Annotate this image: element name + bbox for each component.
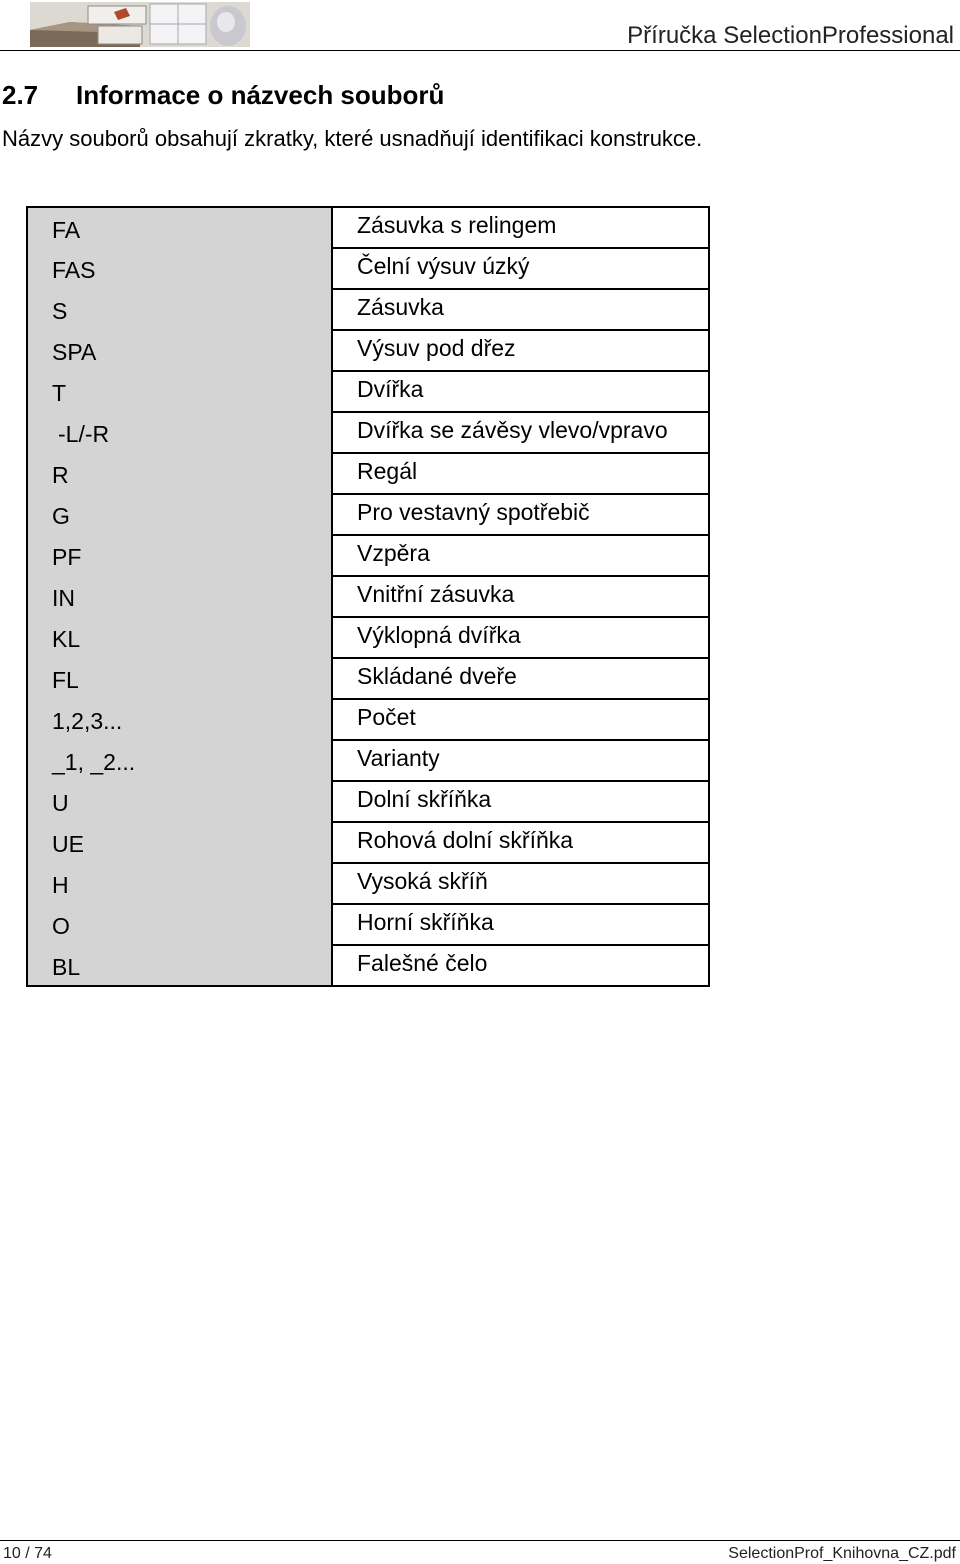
abbreviation-code: H bbox=[27, 863, 332, 904]
table-row bbox=[27, 248, 709, 289]
section-title: Informace o názvech souborů bbox=[76, 80, 445, 110]
table-row bbox=[27, 863, 709, 904]
abbreviation-code: FA bbox=[27, 207, 332, 248]
abbreviation-code: FAS bbox=[27, 248, 332, 289]
abbreviation-description: Horní skříňka bbox=[332, 904, 709, 945]
abbreviation-table bbox=[26, 206, 710, 987]
abbreviation-description: Skládané dveře bbox=[332, 658, 709, 699]
abbreviation-description: Výklopná dvířka bbox=[332, 617, 709, 658]
abbreviation-code: PF bbox=[27, 535, 332, 576]
table-row bbox=[27, 207, 709, 248]
table-row bbox=[27, 412, 709, 453]
abbreviation-description: Dvířka se závěsy vlevo/vpravo bbox=[332, 412, 709, 453]
abbreviation-description: Dolní skříňka bbox=[332, 781, 709, 822]
abbreviation-description: Varianty bbox=[332, 740, 709, 781]
table-row bbox=[27, 453, 709, 494]
table-row bbox=[27, 904, 709, 945]
table-row bbox=[27, 330, 709, 371]
abbreviation-description: Vzpěra bbox=[332, 535, 709, 576]
table-row bbox=[27, 535, 709, 576]
abbreviation-description: Zásuvka bbox=[332, 289, 709, 330]
page-number: 10 / 74 bbox=[3, 1545, 52, 1562]
abbreviation-description: Regál bbox=[332, 453, 709, 494]
header-logo-image bbox=[30, 2, 250, 47]
abbreviation-code: O bbox=[27, 904, 332, 945]
abbreviation-code: 1,2,3... bbox=[27, 699, 332, 740]
abbreviation-description: Pro vestavný spotřebič bbox=[332, 494, 709, 535]
abbreviation-description: Vnitřní zásuvka bbox=[332, 576, 709, 617]
header-divider bbox=[0, 50, 960, 51]
kitchen-render-icon bbox=[30, 2, 250, 47]
abbreviation-description: Zásuvka s relingem bbox=[332, 207, 709, 248]
abbreviation-code: T bbox=[27, 371, 332, 412]
abbreviation-description: Dvířka bbox=[332, 371, 709, 412]
table-row bbox=[27, 576, 709, 617]
abbreviation-code: S bbox=[27, 289, 332, 330]
section-number: 2.7 bbox=[2, 80, 39, 110]
abbreviation-code: FL bbox=[27, 658, 332, 699]
table-row bbox=[27, 740, 709, 781]
table-row bbox=[27, 494, 709, 535]
abbreviation-code: IN bbox=[27, 576, 332, 617]
table-row bbox=[27, 781, 709, 822]
table-row bbox=[27, 658, 709, 699]
table-row bbox=[27, 371, 709, 412]
abbreviation-code: SPA bbox=[27, 330, 332, 371]
table-row bbox=[27, 617, 709, 658]
table-row bbox=[27, 945, 709, 986]
abbreviation-description: Falešné čelo bbox=[332, 945, 709, 986]
abbreviation-code: -L/-R bbox=[27, 412, 332, 453]
abbreviation-code: KL bbox=[27, 617, 332, 658]
abbreviation-description: Čelní výsuv úzký bbox=[332, 248, 709, 289]
table-row bbox=[27, 289, 709, 330]
table-row bbox=[27, 699, 709, 740]
abbreviation-description: Počet bbox=[332, 699, 709, 740]
table-row bbox=[27, 822, 709, 863]
abbreviation-description: Výsuv pod dřez bbox=[332, 330, 709, 371]
abbreviation-description: Rohová dolní skříňka bbox=[332, 822, 709, 863]
section-intro: Názvy souborů obsahují zkratky, které usnadňují identifikaci konstrukce. bbox=[2, 126, 703, 151]
abbreviation-code: BL bbox=[27, 945, 332, 986]
section-heading bbox=[2, 80, 444, 111]
abbreviation-code: _1, _2... bbox=[27, 740, 332, 781]
abbreviation-code: UE bbox=[27, 822, 332, 863]
footer-divider bbox=[0, 1540, 960, 1541]
abbreviation-code: U bbox=[27, 781, 332, 822]
footer-filename: SelectionProf_Knihovna_CZ.pdf bbox=[728, 1545, 956, 1562]
abbreviation-code: G bbox=[27, 494, 332, 535]
abbreviation-description: Vysoká skříň bbox=[332, 863, 709, 904]
document-title: Příručka SelectionProfessional bbox=[627, 22, 954, 49]
abbreviation-code: R bbox=[27, 453, 332, 494]
